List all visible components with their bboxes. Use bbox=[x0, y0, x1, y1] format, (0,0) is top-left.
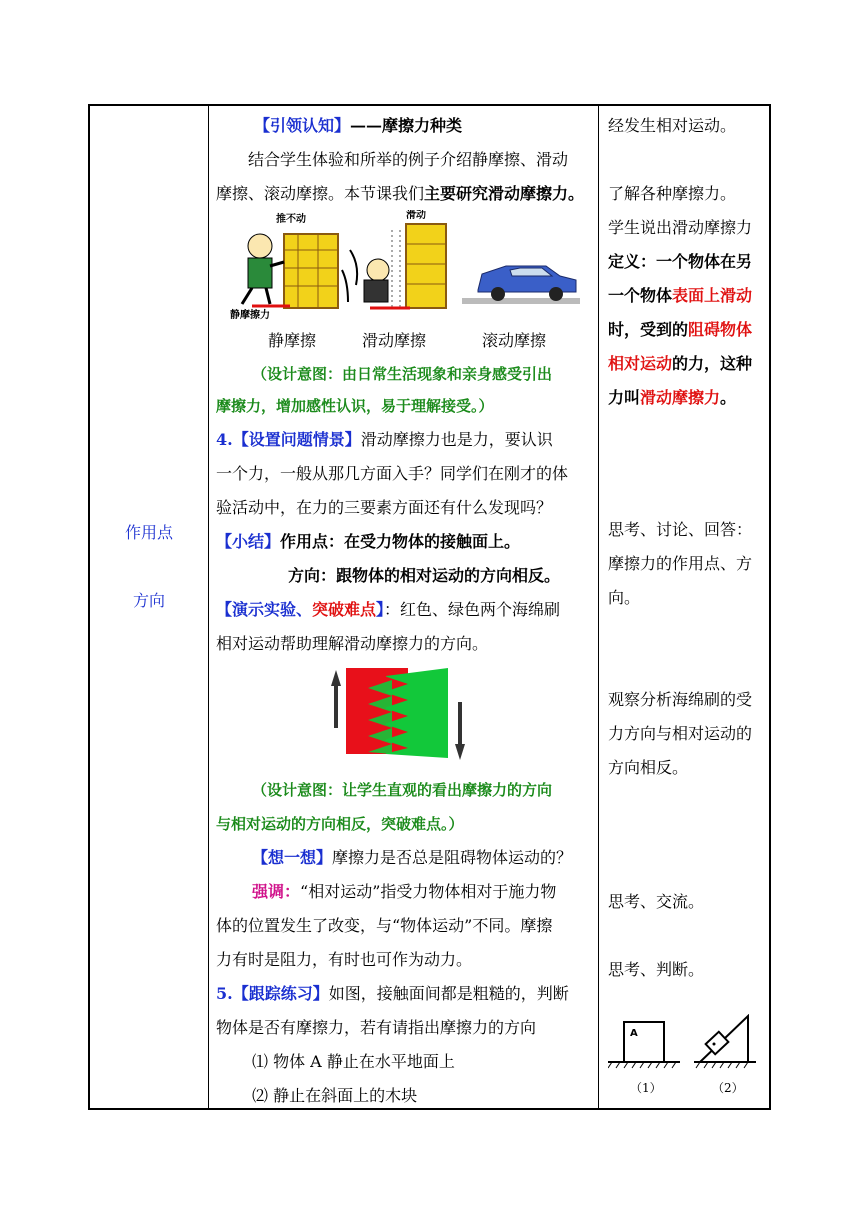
student-line: 定义：一个物体在另 bbox=[608, 252, 753, 271]
paragraph-line bbox=[216, 184, 594, 204]
design-intent-2: （设计意图：让学生直观的看出摩擦力的方向 bbox=[252, 781, 553, 799]
student-line: 摩擦力的作用点、方 bbox=[608, 554, 753, 573]
rolling-friction-figure bbox=[462, 266, 580, 304]
text: 4. bbox=[216, 430, 233, 449]
intro-title: ——摩擦力种类 bbox=[350, 116, 463, 135]
intro-heading bbox=[254, 116, 594, 136]
figure-block-on-floor bbox=[608, 1022, 680, 1068]
exercise-figures bbox=[608, 1014, 768, 1098]
text: 【小结】 bbox=[216, 532, 281, 551]
direction-line: 方向：跟物体的相对运动的方向相反。 bbox=[288, 566, 561, 585]
section-4-heading bbox=[216, 430, 594, 450]
text: 5. bbox=[216, 984, 233, 1003]
intro-tag: 【引领认知】 bbox=[254, 116, 351, 135]
design-intent-1: （设计意图：由日常生活现象和亲身感受引出 bbox=[252, 365, 553, 383]
static-friction-figure bbox=[230, 212, 338, 320]
text: 【设置问题情景】 bbox=[232, 430, 361, 449]
student-line bbox=[608, 354, 768, 374]
student-line bbox=[608, 388, 768, 408]
student-line: 经发生相对运动。 bbox=[608, 116, 737, 135]
topic-column bbox=[90, 106, 208, 1108]
text: 阻碍物体 bbox=[688, 320, 753, 339]
student-line: 观察分析海绵刷的受 bbox=[608, 690, 753, 709]
text-bold: 主要研究滑动摩擦力。 bbox=[424, 184, 585, 203]
sliding-friction-figure bbox=[342, 210, 446, 308]
text: 【演示实验、 bbox=[216, 600, 313, 619]
text: 。 bbox=[720, 388, 737, 407]
student-line: 思考、判断。 bbox=[608, 960, 705, 979]
text: 相对运动 bbox=[608, 354, 673, 373]
student-line: 了解各种摩擦力。 bbox=[608, 184, 737, 203]
text: 滑动摩擦力也是力，要认识 bbox=[360, 430, 553, 449]
caption-rolling: 滚动摩擦 bbox=[482, 331, 547, 350]
summary-line bbox=[216, 532, 594, 552]
student-line: 向。 bbox=[608, 588, 641, 607]
paragraph-line: 物体是否有摩擦力，若有请指出摩擦力的方向 bbox=[216, 1018, 537, 1037]
text: 如图，接触面间都是粗糙的，判断 bbox=[328, 984, 569, 1003]
demo-heading bbox=[216, 600, 594, 620]
text: 摩擦、滚动摩擦。本节课我们 bbox=[216, 184, 425, 203]
text: 表面上滑动 bbox=[672, 286, 753, 305]
label-direction: 方向 bbox=[132, 591, 165, 610]
student-line bbox=[608, 286, 768, 306]
text: 强调： bbox=[252, 882, 301, 901]
student-activity-column bbox=[602, 106, 772, 1108]
paragraph-line: 相对运动帮助理解滑动摩擦力的方向。 bbox=[216, 634, 489, 653]
student-line: 思考、交流。 bbox=[608, 892, 705, 911]
text: 【想一想】 bbox=[252, 848, 333, 867]
text: 时，受到的 bbox=[608, 320, 689, 339]
caption-sliding: 滑动摩擦 bbox=[362, 331, 427, 350]
paragraph-line: 一个力，一般从那几方面入手？同学们在刚才的体 bbox=[216, 464, 569, 483]
column-divider bbox=[208, 106, 209, 1108]
student-line: 学生说出滑动摩擦力 bbox=[608, 218, 753, 237]
figure-block-on-incline bbox=[694, 1016, 756, 1068]
paragraph-line: 体的位置发生了改变，与“物体运动”不同。摩擦 bbox=[216, 916, 553, 935]
text: “相对运动”指受力物体相对于施力物 bbox=[300, 882, 557, 901]
paragraph-line: 验活动中，在力的三要素方面还有什么发现吗？ bbox=[216, 498, 553, 517]
design-intent-1-cont: 摩擦力，增加感性认识，易于理解接受。） bbox=[216, 397, 494, 415]
student-line: 方向相反。 bbox=[608, 758, 689, 777]
question-2: ⑵ 静止在斜面上的木块 bbox=[252, 1086, 418, 1105]
label-sliding: 滑动 bbox=[406, 210, 426, 221]
text: ：红色、绿色两个海绵刷 bbox=[384, 600, 561, 619]
paragraph-line: 结合学生体验和所举的例子介绍静摩擦、滑动 bbox=[248, 150, 569, 169]
figure-caption-2: （2） bbox=[712, 1081, 744, 1095]
text: 】 bbox=[376, 600, 385, 619]
design-intent-2-cont: 与相对运动的方向相反，突破难点。） bbox=[216, 815, 464, 833]
student-line: 思考、讨论、回答： bbox=[608, 520, 753, 539]
text: 的力，这种 bbox=[672, 354, 753, 373]
figure-caption-1: （1） bbox=[630, 1081, 662, 1095]
label-static-friction: 静摩擦力 bbox=[230, 310, 270, 320]
think-line bbox=[252, 848, 594, 868]
text: 【跟踪练习】 bbox=[232, 984, 329, 1003]
question-1: ⑴ 物体 A 静止在水平地面上 bbox=[252, 1052, 455, 1071]
section-5-heading bbox=[216, 984, 594, 1004]
caption-static: 静摩擦 bbox=[268, 331, 317, 350]
text: 一个物体 bbox=[608, 286, 673, 305]
text: 力叫 bbox=[608, 388, 641, 407]
friction-types-illustration bbox=[230, 210, 600, 320]
paragraph-line: 力有时是阻力，有时也可作为动力。 bbox=[216, 950, 473, 969]
student-line bbox=[608, 320, 768, 340]
text: 摩擦力是否总是阻碍物体运动的？ bbox=[332, 848, 573, 867]
label-point: 作用点 bbox=[124, 523, 173, 542]
lesson-table bbox=[88, 104, 771, 1110]
label-push: 推不动 bbox=[276, 214, 306, 225]
text: 突破难点 bbox=[312, 600, 377, 619]
student-line: 力方向与相对运动的 bbox=[608, 724, 753, 743]
sponge-brush-illustration bbox=[328, 662, 468, 766]
emphasis-line bbox=[252, 882, 594, 902]
teacher-activity-column bbox=[210, 106, 598, 1108]
text: 作用点：在受力物体的接触面上。 bbox=[280, 532, 521, 551]
label-a: A bbox=[630, 1028, 638, 1039]
text: 滑动摩擦力 bbox=[640, 388, 721, 407]
